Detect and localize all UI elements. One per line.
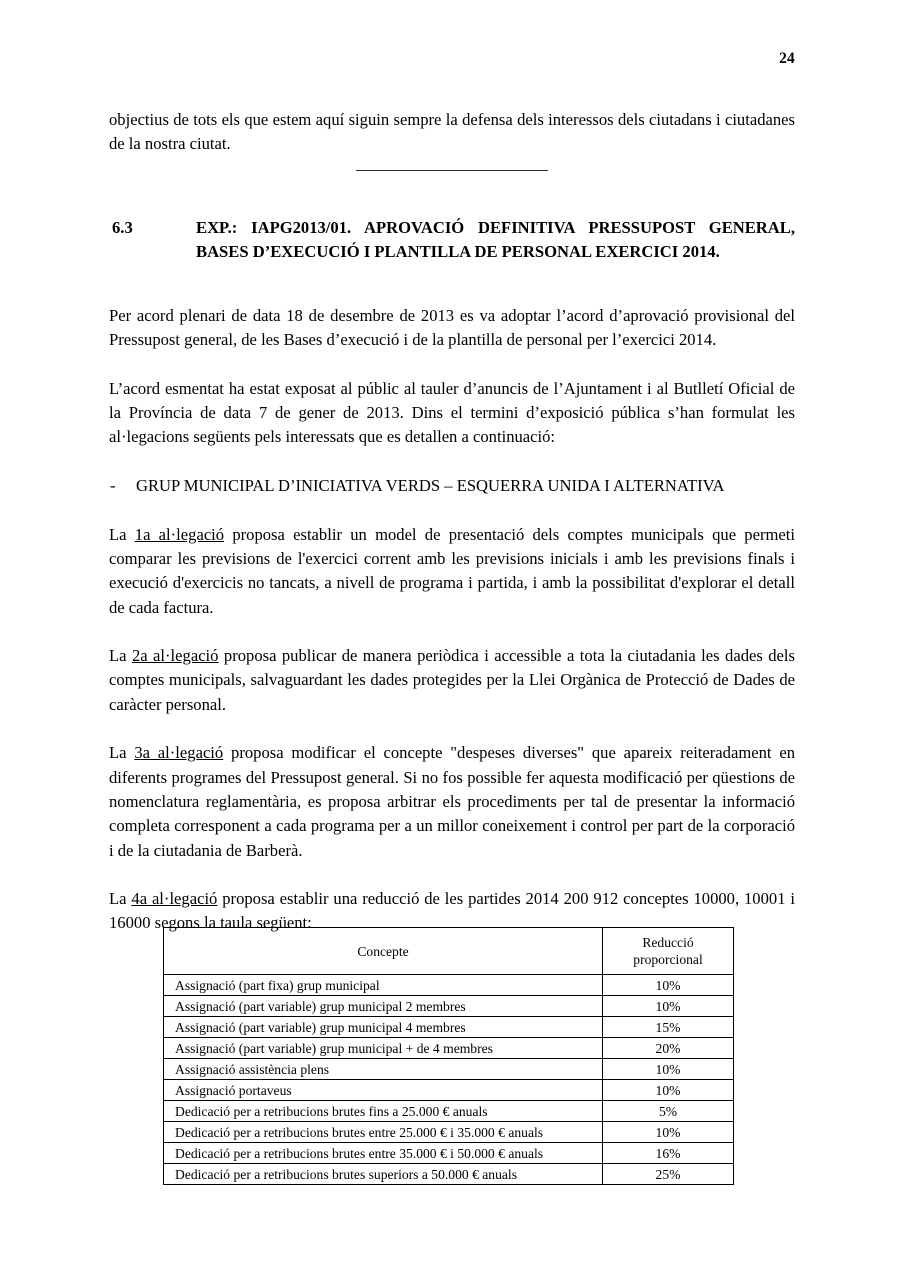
table-row: [164, 1101, 734, 1122]
table-cell-concepte: Assignació (part variable) grup municipal + de 4 membres: [164, 1038, 603, 1059]
allegation-2-lead: La: [109, 646, 132, 666]
body-flow: [109, 304, 795, 936]
allegation-4-lead: La: [109, 889, 132, 909]
table-row: [164, 1164, 734, 1185]
table-row: [164, 1038, 734, 1059]
section-heading: [109, 216, 795, 265]
table-cell-reduccio: 5%: [603, 1101, 734, 1122]
allegation-3-lead: La: [109, 743, 135, 763]
table-cell-reduccio: 10%: [603, 996, 734, 1017]
allegation-2: [109, 644, 795, 717]
table-header-row: [164, 928, 734, 975]
table-row: [164, 1017, 734, 1038]
allegation-1-lead: La: [109, 524, 135, 544]
allegation-3: [109, 741, 795, 862]
paragraph-gap: [109, 620, 795, 644]
paragraph-gap: [109, 450, 795, 474]
section-heading-title: EXP.: IAPG2013/01. APROVACIÓ DEFINITIVA PRESSUPOST GENERAL, BASES D’EXECUCIÓ I PLANTILLA DE PERSONAL EXERCICI 2014.: [196, 218, 795, 262]
separator-rule: [356, 169, 548, 171]
table-head: [164, 928, 734, 975]
table-cell-concepte: Assignació (part fixa) grup municipal: [164, 975, 603, 996]
table-cell-concepte: Assignació assistència plens: [164, 1059, 603, 1080]
page-number: 24: [779, 50, 795, 67]
table-cell-reduccio: 10%: [603, 975, 734, 996]
table-cell-concepte: Dedicació per a retribucions brutes entre 35.000 € i 50.000 € anuals: [164, 1143, 603, 1164]
table-header-reduccio: [603, 928, 734, 975]
allegation-4-body: proposa establir una reducció de les partides 2014 200 912 conceptes 10000, 10001 i 16000 segons la taula següent:: [109, 889, 795, 933]
paragraph-gap: [109, 717, 795, 741]
allegation-3-body: proposa modificar el concepte "despeses diverses" que apareix reiteradament en diferents programes del Pressupost general. Si no fos possible fer aquesta modificació per qüestions de nomenclatura reglamentària, es proposa arbitrar els procediments per tal de presentar la informació completa corresponent a cada programa per a un millor coneixement i control per part de la corporació i de la ciutadania de Barberà.: [109, 743, 795, 860]
table-cell-reduccio: 15%: [603, 1017, 734, 1038]
table-row: [164, 1059, 734, 1080]
table-cell-reduccio: 10%: [603, 1122, 734, 1143]
table-header-reduccio-line1: Reducció: [642, 935, 694, 950]
reduction-table: [163, 927, 734, 1185]
table-cell-concepte: Assignació (part variable) grup municipal 2 membres: [164, 996, 603, 1017]
table-row: [164, 975, 734, 996]
table-cell-concepte: Dedicació per a retribucions brutes entre 25.000 € i 35.000 € anuals: [164, 1122, 603, 1143]
allegation-1-underlined-term: 1a al·legació: [134, 524, 225, 544]
table-cell-concepte: Assignació portaveus: [164, 1080, 603, 1101]
paragraph-public-exposure: L’acord esmentat ha estat exposat al públic al tauler d’anuncis de l’Ajuntament i al Butlletí Oficial de la Província de data 7 de gener de 2013. Dins el termini d’exposició pública s’han formulat les al·legacions següents pels interessats que es detallen a continuació:: [109, 378, 795, 447]
section-heading-number: 6.3: [112, 218, 133, 237]
table-cell-reduccio: 10%: [603, 1080, 734, 1101]
intro-block: [109, 108, 795, 157]
table-cell-reduccio: 25%: [603, 1164, 734, 1185]
reduction-table-wrapper: [163, 927, 733, 1185]
allegation-1-body: proposa establir un model de presentació dels comptes municipals que permeti comparar les previsions de l'exercici corrent amb les previsions inicials i amb les previsions finals i execució d'exercicis no tancats, a nivell de programa i partida, i amb la possibilitat d'explorar el detall de cada factura.: [109, 524, 795, 617]
table-header-reduccio-line2: proporcional: [633, 952, 703, 967]
table-cell-concepte: Dedicació per a retribucions brutes superiors a 50.000 € anuals: [164, 1164, 603, 1185]
table-row: [164, 996, 734, 1017]
table-cell-concepte: Dedicació per a retribucions brutes fins a 25.000 € anuals: [164, 1101, 603, 1122]
allegation-2-underlined-term: 2a al·legació: [131, 646, 219, 666]
section-separator: [109, 158, 795, 176]
allegation-1: [109, 523, 795, 620]
table-row: [164, 1122, 734, 1143]
table-body: [164, 975, 734, 1185]
paragraph-gap: [109, 863, 795, 887]
paragraph-gap: [109, 498, 795, 522]
table-row: [164, 1080, 734, 1101]
table-header-concepte: Concepte: [164, 928, 603, 975]
dash-bullet-icon: -: [110, 476, 116, 496]
list-item-label: GRUP MUNICIPAL D’INICIATIVA VERDS – ESQUERRA UNIDA I ALTERNATIVA: [136, 476, 725, 496]
table-row: [164, 1143, 734, 1164]
paragraph-approval-agreement: Per acord plenari de data 18 de desembre de 2013 es va adoptar l’acord d’aprovació provisional del Pressupost general, de les Bases d’execució i de la plantilla de personal per l’exercici 2014.: [109, 306, 795, 350]
table-cell-reduccio: 16%: [603, 1143, 734, 1164]
table-cell-reduccio: 10%: [603, 1059, 734, 1080]
allegation-4-underlined-term: 4a al·legació: [131, 889, 218, 909]
paragraph-gap: [109, 353, 795, 377]
table-cell-concepte: Assignació (part variable) grup municipal 4 membres: [164, 1017, 603, 1038]
intro-paragraph: objectius de tots els que estem aquí siguin sempre la defensa dels interessos dels ciutadans i ciutadanes de la nostra ciutat.: [109, 110, 795, 154]
table-cell-reduccio: 20%: [603, 1038, 734, 1059]
allegation-2-body: proposa publicar de manera periòdica i accessible a tota la ciutadania les dades dels comptes municipals, salvaguardant les dades protegides per la Llei Orgànica de Protecció de Dades de caràcter personal.: [109, 646, 795, 714]
list-item-group-municipal: [109, 474, 795, 498]
allegation-3-underlined-term: 3a al·legació: [134, 743, 224, 763]
